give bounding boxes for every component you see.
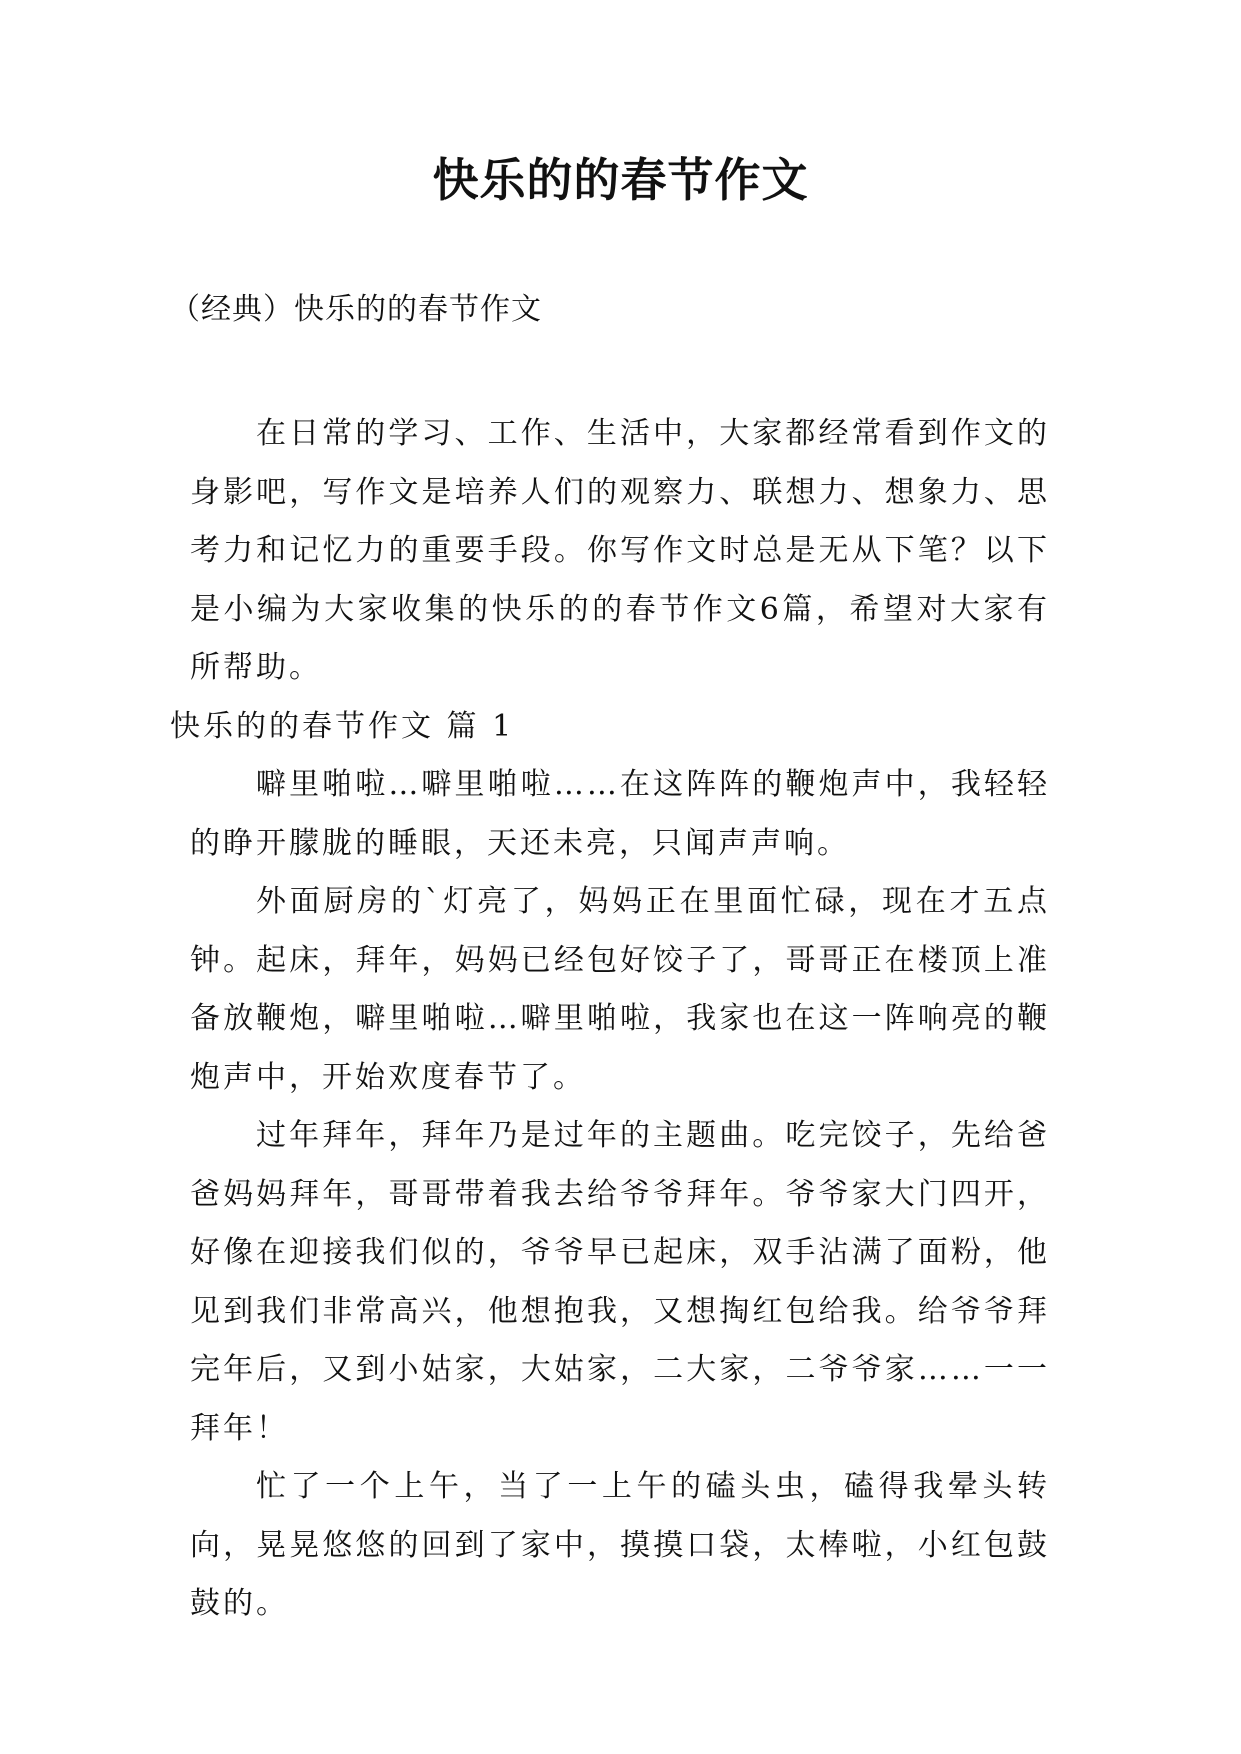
- body-paragraph: 外面厨房的`灯亮了，妈妈正在里面忙碌，现在才五点钟。起床，拜年，妈妈已经包好饺子了，哥哥正在楼顶上准备放鞭炮，噼里啪啦…噼里啪啦，我家也在这一阵响亮的鞭炮声中，开始欢度春节了。: [190, 884, 1050, 1095]
- intro-paragraph: 在日常的学习、工作、生活中，大家都经常看到作文的身影吧，写作文是培养人们的观察力、联想力、想象力、思考力和记忆力的重要手段。你写作文时总是无从下笔？以下是小编为大家收集的快乐的的春节作文6篇，希望对大家有所帮助。: [190, 416, 1050, 685]
- body-paragraph: 过年拜年，拜年乃是过年的主题曲。吃完饺子，先给爸爸妈妈拜年，哥哥带着我去给爷爷拜年。爷爷家大门四开，好像在迎接我们似的，爷爷早已起床，双手沾满了面粉，他见到我们非常高兴，他想抱我，又想掏红包给我。给爷爷拜完年后，又到小姑家，大姑家，二大家，二爷爷家……一一拜年！: [190, 1118, 1050, 1446]
- document-title: 快乐的的春节作文: [432, 153, 809, 207]
- document-body: [170, 405, 1050, 1634]
- document-subtitle: （经典）快乐的的春节作文: [170, 292, 542, 327]
- body-paragraph: 噼里啪啦…噼里啪啦……在这阵阵的鞭炮声中，我轻轻的睁开朦胧的睡眼，天还未亮，只闻声声响。: [190, 767, 1050, 861]
- body-paragraph: 忙了一个上午，当了一上午的磕头虫，磕得我晕头转向，晃晃悠悠的回到了家中，摸摸口袋，太棒啦，小红包鼓鼓的。: [190, 1469, 1050, 1621]
- section-heading: 快乐的的春节作文 篇 1: [170, 708, 515, 744]
